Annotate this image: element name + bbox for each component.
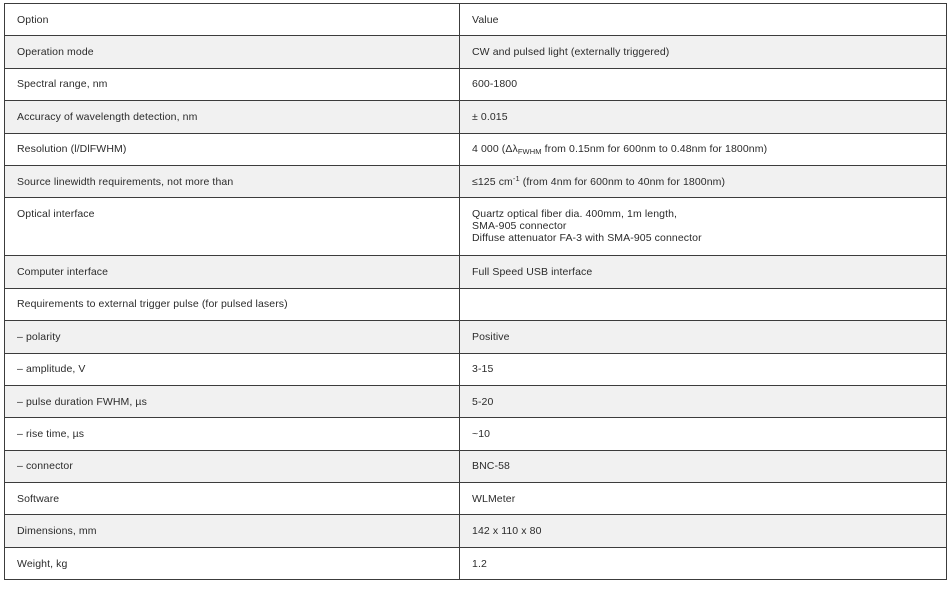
table-row — [5, 547, 947, 579]
value-cell: ~10 — [460, 418, 947, 450]
value-cell: Full Speed USB interface — [460, 256, 947, 288]
option-cell: Requirements to external trigger pulse (for pulsed lasers) — [5, 288, 460, 320]
table-row — [5, 321, 947, 353]
header-value: Value — [460, 4, 947, 36]
value-line: Diffuse attenuator FA-3 with SMA-905 connector — [472, 232, 702, 245]
value-subscript: FWHM — [517, 147, 542, 157]
value-cell: 142 x 110 x 80 — [460, 515, 947, 547]
table-row — [5, 385, 947, 417]
option-cell: Source linewidth requirements, not more than — [5, 165, 460, 197]
value-cell: 600-1800 — [460, 68, 947, 100]
value-cell: ± 0.015 — [460, 101, 947, 133]
value-cell: Positive — [460, 321, 947, 353]
value-suffix: from 0.15nm for 600nm to 0.48nm for 1800nm) — [541, 143, 768, 156]
value-cell: 3-15 — [460, 353, 947, 385]
option-cell: Dimensions, mm — [5, 515, 460, 547]
table-row — [5, 198, 947, 256]
table-row — [5, 418, 947, 450]
value-cell: BNC-58 — [460, 450, 947, 482]
value-line: Quartz optical fiber dia. 400mm, 1m length, — [472, 208, 678, 221]
value-cell: 5-20 — [460, 385, 947, 417]
option-cell: Optical interface — [5, 198, 460, 256]
option-cell: – polarity — [5, 321, 460, 353]
value-superscript: -1 — [512, 173, 520, 183]
option-cell: – pulse duration FWHM, µs — [5, 385, 460, 417]
value-suffix: (from 4nm for 600nm to 40nm for 1800nm) — [519, 175, 726, 188]
value-cell — [460, 165, 947, 197]
option-cell: Accuracy of wavelength detection, nm — [5, 101, 460, 133]
value-cell — [460, 288, 947, 320]
value-cell: CW and pulsed light (externally triggered) — [460, 36, 947, 68]
table-row — [5, 483, 947, 515]
value-cell: WLMeter — [460, 483, 947, 515]
table-row — [5, 101, 947, 133]
value-cell: 1.2 — [460, 547, 947, 579]
table-row — [5, 36, 947, 68]
value-prefix: 4 000 (Δλ — [472, 143, 518, 156]
option-cell: Operation mode — [5, 36, 460, 68]
specifications-table — [4, 3, 947, 580]
table-row — [5, 165, 947, 197]
option-cell: Weight, kg — [5, 547, 460, 579]
option-cell: – rise time, µs — [5, 418, 460, 450]
table-row — [5, 133, 947, 165]
value-line: SMA-905 connector — [472, 220, 567, 233]
option-cell: – connector — [5, 450, 460, 482]
table-row — [5, 288, 947, 320]
value-cell — [460, 133, 947, 165]
option-cell: Software — [5, 483, 460, 515]
table-header-row — [5, 4, 947, 36]
table-row — [5, 68, 947, 100]
table-row — [5, 515, 947, 547]
option-cell: Resolution (l/DlFWHM) — [5, 133, 460, 165]
value-cell — [460, 198, 947, 256]
value-prefix: ≤125 cm — [472, 175, 513, 188]
option-cell: – amplitude, V — [5, 353, 460, 385]
header-option: Option — [5, 4, 460, 36]
table-row — [5, 256, 947, 288]
table-row — [5, 353, 947, 385]
table-row — [5, 450, 947, 482]
option-cell: Computer interface — [5, 256, 460, 288]
option-cell: Spectral range, nm — [5, 68, 460, 100]
